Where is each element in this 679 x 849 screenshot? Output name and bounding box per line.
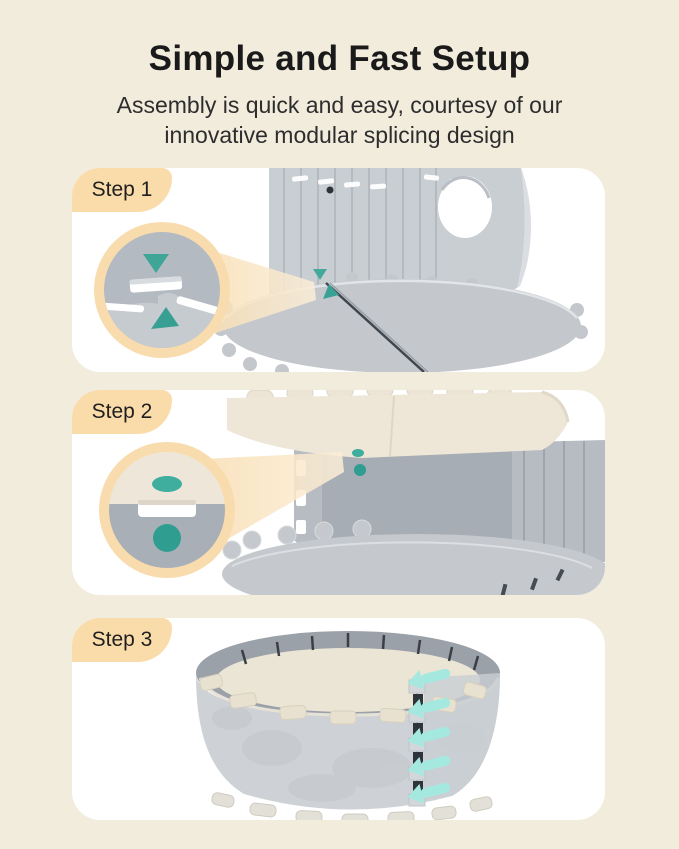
- magnified-teal-circle: [153, 524, 181, 552]
- magnifier-circle: [94, 222, 230, 358]
- assembled-playpen: [196, 631, 500, 820]
- teal-alignment-dot-lower: [354, 464, 366, 476]
- magnifier-circle: [99, 442, 235, 578]
- page-title: Simple and Fast Setup: [148, 39, 531, 78]
- step-3-card: [72, 618, 605, 820]
- subtitle-line-2: innovative modular splicing design: [164, 122, 515, 148]
- subtitle-line-1: Assembly is quick and easy, courtesy of our: [116, 92, 563, 118]
- step-1-label: Step 1: [72, 168, 172, 212]
- page-subtitle: [0, 90, 679, 150]
- magnified-teal-oval: [152, 476, 182, 492]
- step-2-card: [72, 390, 605, 595]
- step-1-card: [72, 168, 605, 372]
- teal-alignment-dot-upper: [352, 449, 364, 457]
- step-3-label: Step 3: [72, 618, 172, 662]
- wall-peg-hole: [327, 187, 334, 194]
- header: [0, 0, 679, 150]
- step-2-label: Step 2: [72, 390, 172, 434]
